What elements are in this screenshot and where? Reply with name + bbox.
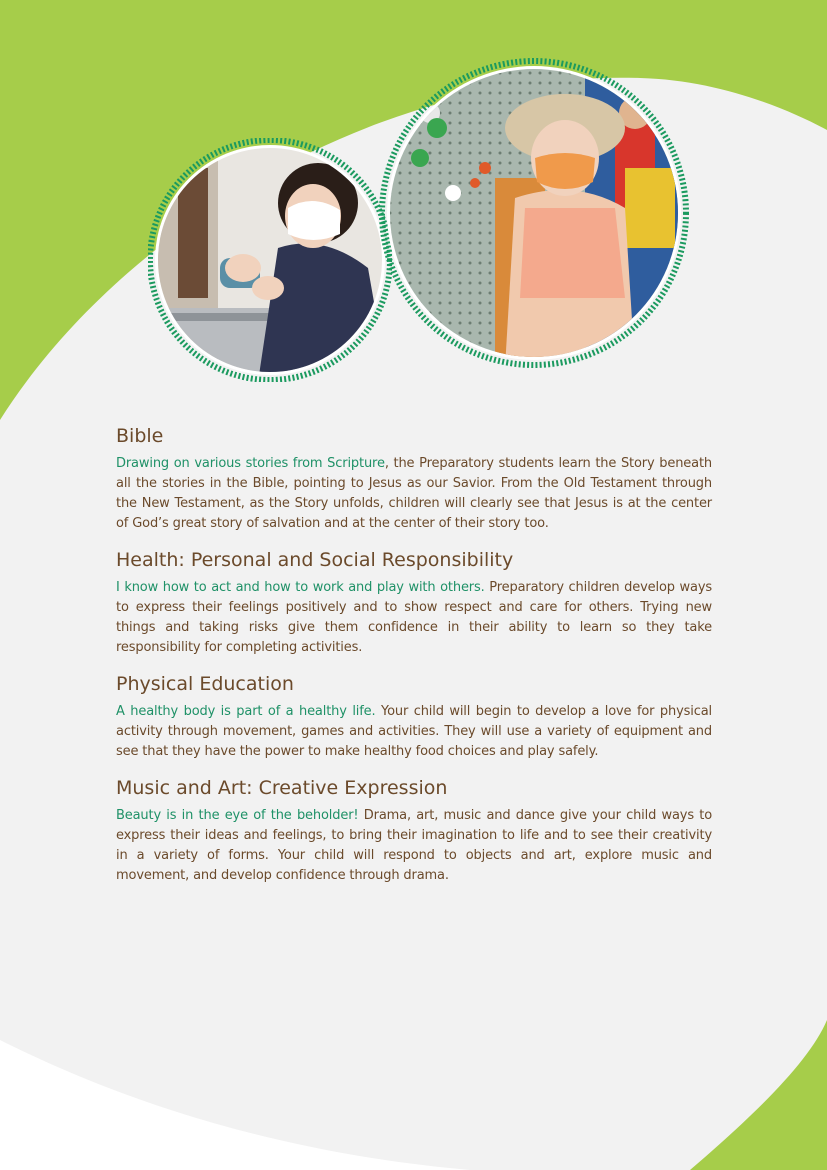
section-bible [116, 424, 712, 534]
photo-girl-at-sink [148, 138, 392, 382]
section-heading: Health: Personal and Social Responsibility [116, 549, 514, 571]
section-body: , the Preparatory students learn the Story beneath all the stories in the Bible, pointing to Jesus as our Savior. From the Old Testament through the New Testament, as the Story unfolds, children will clearly see that Jesus is at the center of God’s great story of salvation and at the center of their story too. [116, 456, 713, 531]
section-heading: Physical Education [116, 673, 294, 695]
section-lead: I know how to act and how to work and play with others. [116, 580, 485, 595]
section-heading: Bible [116, 425, 164, 447]
curriculum-sections [116, 424, 712, 900]
section-health [116, 548, 712, 658]
section-body: Preparatory children develop ways to express their feelings positively and to show respect and care for others. Trying new things and taking risks give them confidence in their ability to learn so they take responsibility for completing activities. [116, 580, 712, 655]
section-paragraph [116, 454, 712, 534]
section-lead: Drawing on various stories from Scripture [116, 456, 385, 471]
section-paragraph [116, 806, 712, 886]
section-paragraph [116, 578, 712, 658]
section-body: Your child will begin to develop a love for physical activity through movement, games and activities. They will use a variety of equipment and see that they have the power to make healthy food choices and play safely. [116, 704, 712, 759]
section-heading: Music and Art: Creative Expression [116, 777, 448, 799]
section-paragraph [116, 702, 712, 762]
section-lead: Beauty is in the eye of the beholder! [116, 808, 359, 823]
section-music-and-art [116, 776, 712, 886]
photo-child-at-pegboard [375, 58, 693, 368]
section-body: Drama, art, music and dance give your child ways to express their ideas and feelings, to bring their imagination to life and to see their creativity in a variety of forms. Your child will respond to objects and art, explore music and movement, and develop confidence through drama. [116, 808, 712, 883]
section-physical-education [116, 672, 712, 762]
section-lead: A healthy body is part of a healthy life. [116, 704, 376, 719]
